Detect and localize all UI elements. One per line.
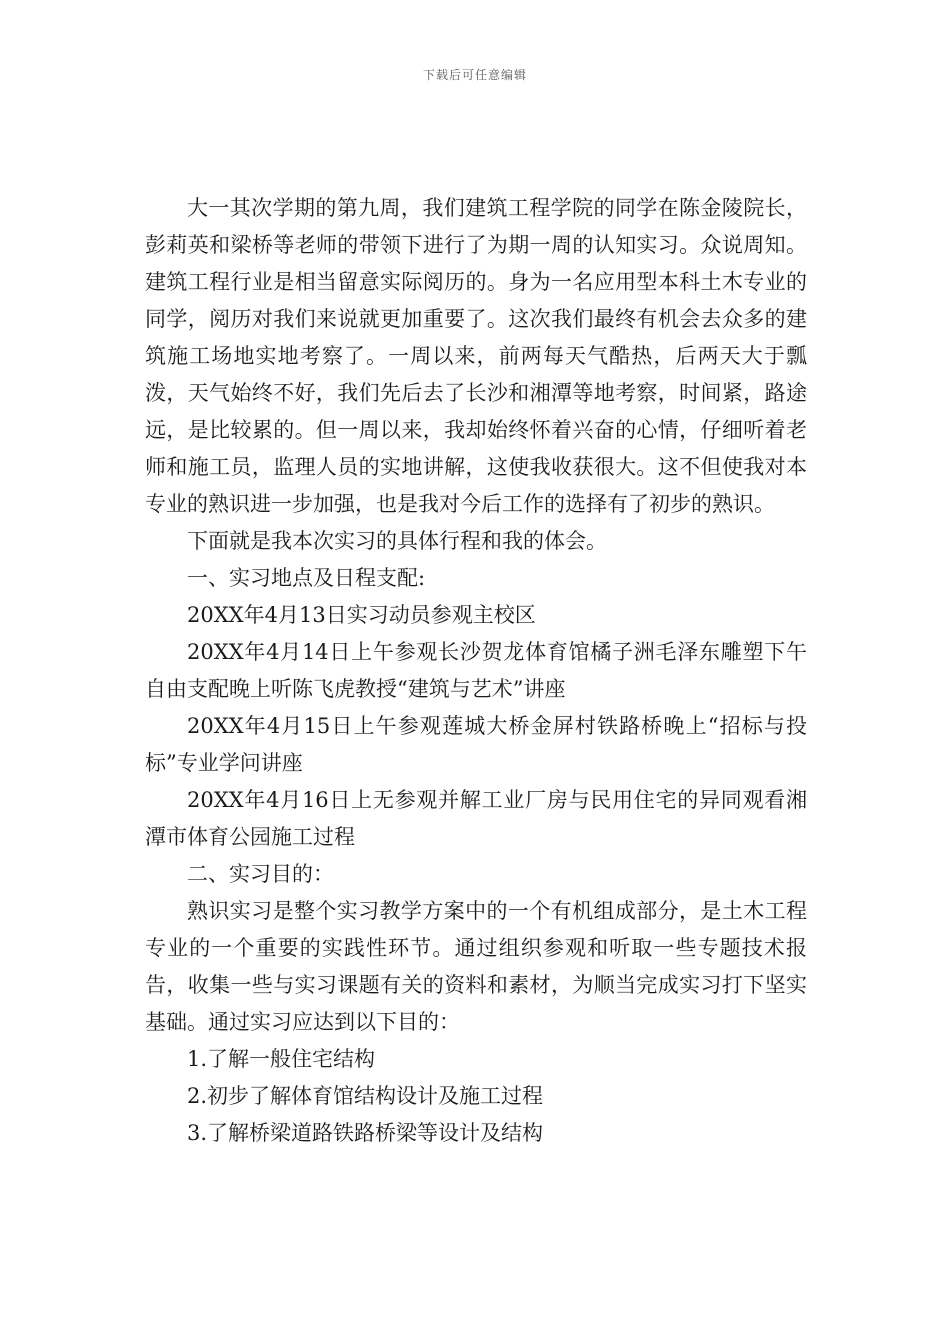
section-heading-schedule: 一、实习地点及日程支配:: [187, 566, 426, 590]
schedule-item: 20XX年4月13日实习动员参观主校区: [187, 603, 536, 627]
paragraph-lead-in: 下面就是我本次实习的具体行程和我的体会。: [187, 529, 607, 553]
paragraph-purpose: 熟识实习是整个实习教学方案中的一个有机组成部分，是土木工程专业的一个重要的实践性环节。通过组织参观和听取一些专题技术报告，收集一些与实习课题有关的资料和素材，为顺当完成实习打下坚实基础。通过实习应达到以下目的：: [145, 899, 807, 1034]
section-heading-purpose: 二、实习目的：: [187, 862, 334, 886]
purpose-list-item: 3.了解桥梁道路铁路桥梁等设计及结构: [187, 1121, 544, 1145]
purpose-list-item: 1.了解一般住宅结构: [187, 1047, 376, 1071]
schedule-item: 20XX年4月15日上午参观莲城大桥金屏村铁路桥晚上“招标与投标”专业学问讲座: [145, 714, 807, 775]
page-header-note: 下载后可任意编辑: [422, 68, 527, 82]
schedule-item: 20XX年4月16日上无参观并解工业厂房与民用住宅的异同观看湘潭市体育公园施工过程: [145, 788, 807, 849]
schedule-item: 20XX年4月14日上午参观长沙贺龙体育馆橘子洲毛泽东雕塑下午自由支配晚上听陈飞虎教授“建筑与艺术”讲座: [145, 640, 807, 701]
paragraph-intro: 大一其次学期的第九周，我们建筑工程学院的同学在陈金陵院长，彭莉英和梁桥等老师的带领下进行了为期一周的认知实习。众说周知。建筑工程行业是相当留意实际阅历的。身为一名应用型本科土木专业的同学，阅历对我们来说就更加重要了。这次我们最终有机会去众多的建筑施工场地实地考察了。一周以来，前两每天气酷热，后两天大于瓢泼，天气始终不好，我们先后去了长沙和湘潭等地考察，时间紧，路途远，是比较累的。但一周以来，我却始终怀着兴奋的心情，仔细听着老师和施工员，监理人员的实地讲解，这使我收获很大。这不但使我对本专业的熟识进一步加强，也是我对今后工作的选择有了初步的熟识。: [145, 196, 807, 516]
document-body: [145, 190, 807, 1152]
purpose-list-item: 2.初步了解体育馆结构设计及施工过程: [187, 1084, 544, 1108]
